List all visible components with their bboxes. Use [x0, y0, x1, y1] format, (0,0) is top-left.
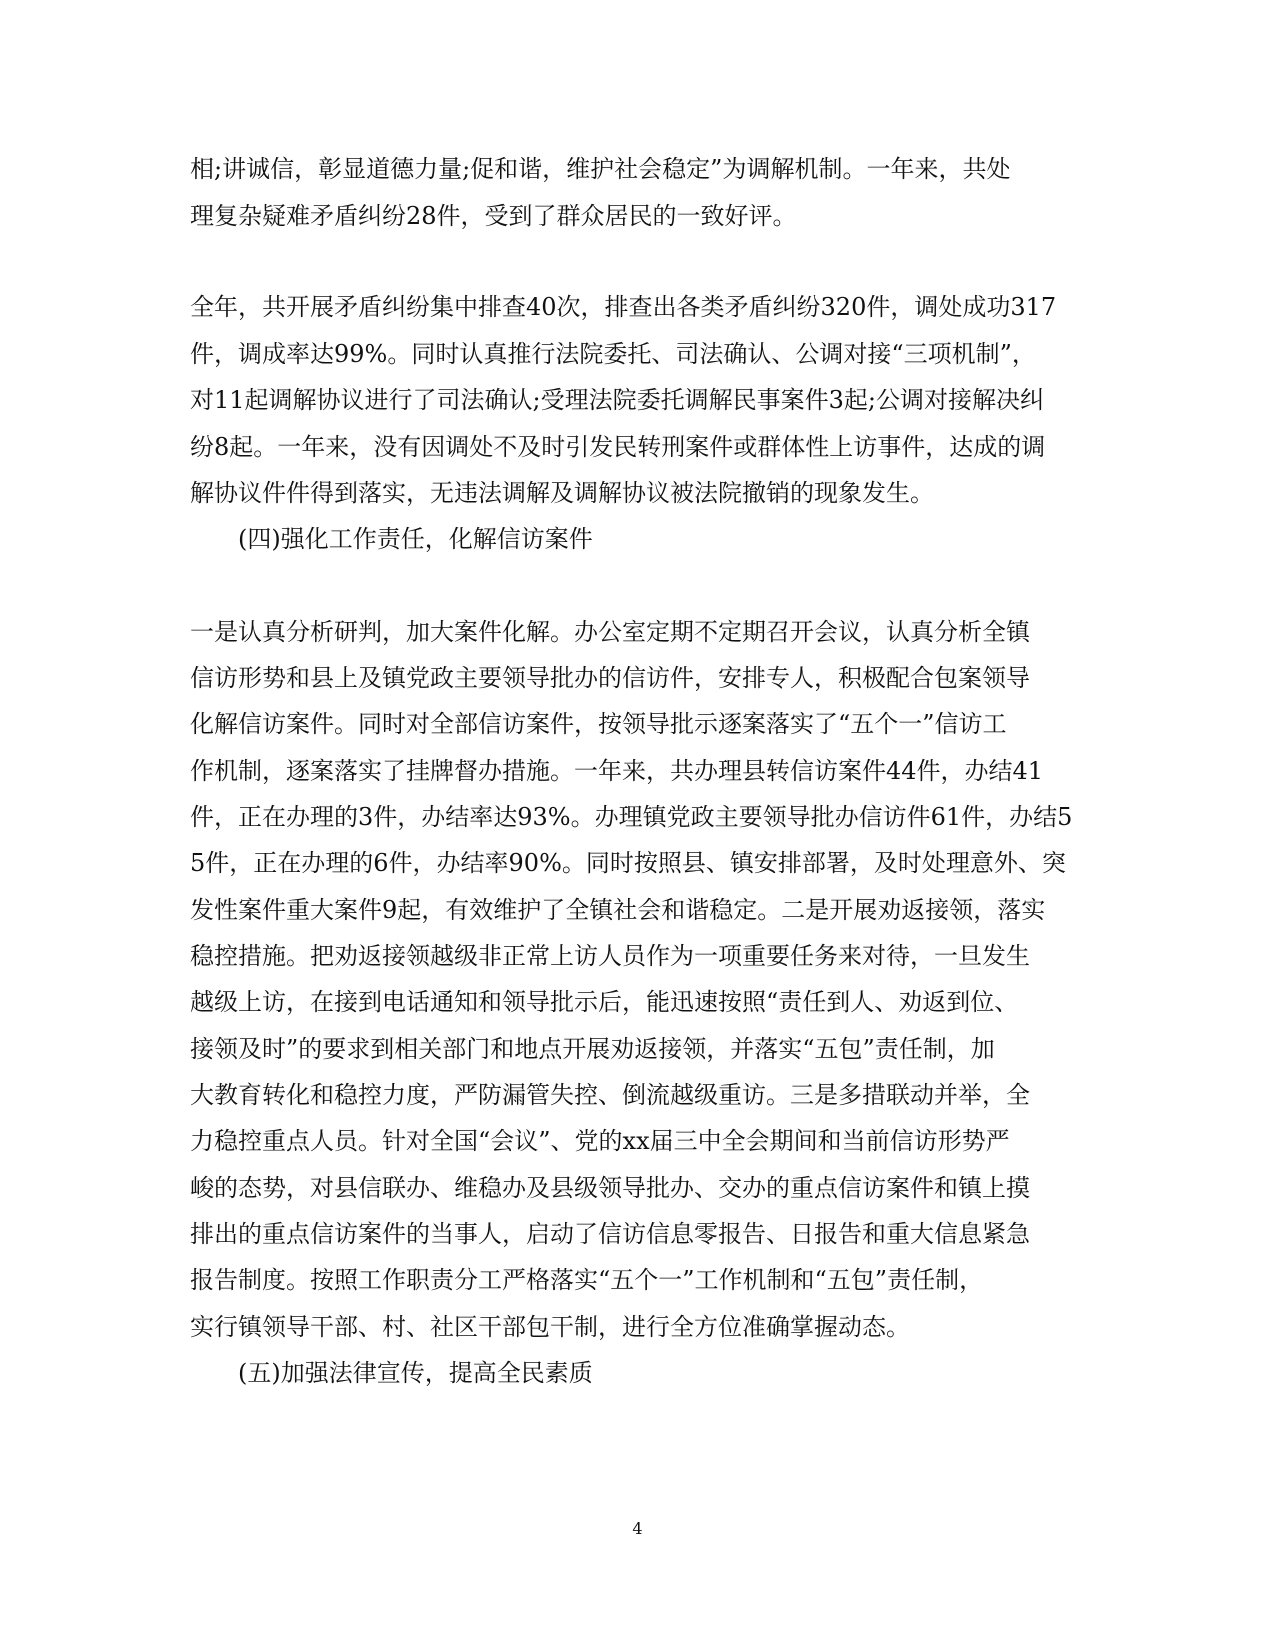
section-heading-4: (四)强化工作责任，化解信访案件 — [238, 525, 593, 553]
text-line: 信访形势和县上及镇党政主要领导批办的信访件，安排专人，积极配合包案领导 — [190, 664, 1030, 692]
text-line: 件，调成率达99%。同时认真推行法院委托、司法确认、公调对接“三项机制”， — [190, 340, 1036, 368]
text-line: 件，正在办理的3件，办结率达93%。办理镇党政主要领导批办信访件61件，办结5 — [190, 803, 1073, 831]
text-line: 化解信访案件。同时对全部信访案件，按领导批示逐案落实了“五个一”信访工 — [190, 710, 1007, 738]
text-line: 理复杂疑难矛盾纠纷28件，受到了群众居民的一致好评。 — [190, 202, 797, 230]
text-line: 5件，正在办理的6件，办结率90%。同时按照县、镇安排部署，及时处理意外、突 — [190, 849, 1066, 877]
text-line: 越级上访，在接到电话通知和领导批示后，能迅速按照“责任到人、劝返到位、 — [190, 988, 1019, 1016]
text-line: 对11起调解协议进行了司法确认;受理法院委托调解民事案件3起;公调对接解决纠 — [190, 386, 1044, 414]
text-line: 排出的重点信访案件的当事人，启动了信访信息零报告、日报告和重大信息紧急 — [190, 1220, 1030, 1248]
text-line: 峻的态势，对县信联办、维稳办及县级领导批办、交办的重点信访案件和镇上摸 — [190, 1174, 1030, 1202]
text-line: 一是认真分析研判，加大案件化解。办公室定期不定期召开会议，认真分析全镇 — [190, 618, 1030, 646]
text-line: 相;讲诚信，彰显道德力量;促和谐，维护社会稳定”为调解机制。一年来，共处 — [190, 155, 1011, 183]
page-number: 4 — [632, 1519, 643, 1538]
text-line: 力稳控重点人员。针对全国“会议”、党的xx届三中全会期间和当前信访形势严 — [190, 1127, 1010, 1155]
text-line: 稳控措施。把劝返接领越级非正常上访人员作为一项重要任务来对待，一旦发生 — [190, 942, 1030, 970]
text-line: 解协议件件得到落实，无违法调解及调解协议被法院撤销的现象发生。 — [190, 479, 934, 507]
text-line: 实行镇领导干部、村、社区干部包干制，进行全方位准确掌握动态。 — [190, 1313, 910, 1341]
text-line: 全年，共开展矛盾纠纷集中排查40次，排查出各类矛盾纠纷320件，调处成功317 — [190, 293, 1057, 321]
section-heading-5: (五)加强法律宣传，提高全民素质 — [238, 1359, 593, 1387]
text-line: 大教育转化和稳控力度，严防漏管失控、倒流越级重访。三是多措联动并举，全 — [190, 1081, 1030, 1109]
text-line: 报告制度。按照工作职责分工严格落实“五个一”工作机制和“五包”责任制， — [190, 1266, 984, 1294]
text-line: 作机制，逐案落实了挂牌督办措施。一年来，共办理县转信访案件44件，办结41 — [190, 757, 1044, 785]
text-line: 接领及时”的要求到相关部门和地点开展劝返接领，并落实“五包”责任制，加 — [190, 1035, 995, 1063]
text-line: 纷8起。一年来，没有因调处不及时引发民转刑案件或群体性上访事件，达成的调 — [190, 433, 1046, 461]
text-line: 发性案件重大案件9起，有效维护了全镇社会和谐稳定。二是开展劝返接领，落实 — [190, 896, 1046, 924]
